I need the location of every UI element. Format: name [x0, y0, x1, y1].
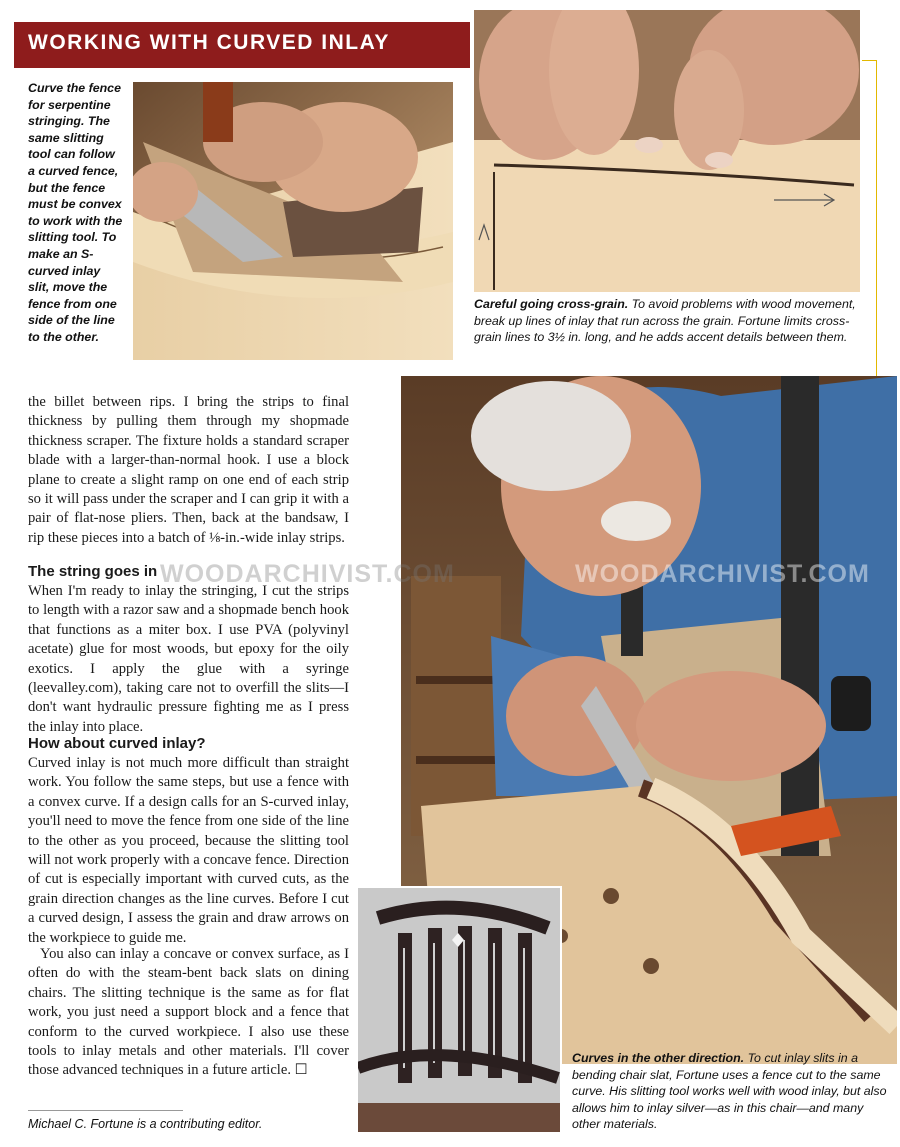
watermark-left: WOODARCHIVIST.COM	[160, 560, 455, 588]
heading-string-goes-in: The string goes in	[28, 563, 158, 580]
article-para-3-text: Curved inlay is not much more difficult than straight work. You follow the same steps, but use a fence with a convex curve. If a design calls for an S-curved inlay, you'll need to move the fence from one side of the line to the other as you proceed, because the slitting tool will not work properly with a concave fence. Direction of cut is especially important with curved cuts, as the grain direction changes as the line curves. Before I cut a curved design, I assess the grain and draw arrows on the workpiece to guide me.	[28, 755, 349, 946]
caption-curve-fence	[28, 80, 124, 346]
caption-cross-grain-text: To avoid problems with wood movement, break up lines of inlay that run across the grain. Fortune limits cross-grain lines to 3½ in. long, and he adds accent details between them.	[474, 297, 856, 345]
article-para-1	[28, 393, 349, 548]
end-mark: ☐	[294, 1062, 308, 1079]
caption-cross-grain	[474, 296, 856, 346]
caption-curve-fence-text: The same slitting tool can follow a curved fence, but the fence must be convex to work with the slitting tool. To make an S-curved inlay slit, move the fence from one side of the line to the other.	[28, 114, 123, 344]
leader-line-h	[862, 60, 876, 61]
watermark-right: WOODARCHIVIST.COM	[575, 560, 870, 588]
byline-rule	[28, 1110, 183, 1111]
article-para-2	[28, 582, 349, 737]
byline: Michael C. Fortune is a contributing editor.	[28, 1117, 263, 1131]
caption-other-direction	[572, 1050, 890, 1133]
caption-other-direction-lead: Curves in the other direction.	[572, 1051, 745, 1065]
section-title: WORKING WITH CURVED INLAY	[28, 31, 390, 54]
article-para-3	[28, 754, 349, 948]
section-banner	[14, 22, 470, 68]
photo-cross-grain	[474, 10, 860, 292]
photo-curved-fence	[133, 82, 453, 360]
heading-curved-inlay: How about curved inlay?	[28, 735, 206, 752]
photo-chair-inset	[356, 886, 562, 1134]
caption-other-direction-text: To cut inlay slits in a bending chair slat, Fortune uses a fence cut to the same curve. His slitting tool works well with wood inlay, but also allows him to inlay silver—as in this chair—and many other materials.	[572, 1051, 887, 1132]
article-para-1-text: the billet between rips. I bring the strips to final thickness by pulling them through my shopmade thickness scraper. The fixture holds a standard scraper blade with a larger-than-normal hook. I use a block plane to create a slight ramp on one end of each strip so it will pass under the scraper and I can grip it with a pair of flat-nose pliers. Then, back at the bandsaw, I rip these pieces into a batch of ⅛-in.-wide inlay strips.	[28, 394, 349, 546]
caption-cross-grain-lead: Careful going cross-grain.	[474, 297, 629, 311]
article-para-4-text: You also can inlay a concave or convex surface, as I often do with the steam-bent back slats on dining chairs. The slitting technique is the same as for flat work, you just need a support block and a fence that conform to the curved workpiece. I also use these tools to inlay metals and other materials. I'll cover those advanced techniques in a future article.	[28, 946, 349, 1079]
article-para-4	[28, 945, 349, 1081]
caption-curve-fence-lead: Curve the fence for serpentine stringing.	[28, 81, 121, 129]
leader-line-v	[876, 60, 877, 380]
article-para-2-text: When I'm ready to inlay the stringing, I cut the strips to length with a razor saw and a shopmade bench hook that functions as a miter box. I use PVA (polyvinyl acetate) glue for most woods, but epoxy for the oily exotics. I apply the glue with a syringe (leevalley.com), taking care not to overfill the slits—I don't want hydraulic pressure fighting me as I press the inlay into place.	[28, 583, 349, 735]
